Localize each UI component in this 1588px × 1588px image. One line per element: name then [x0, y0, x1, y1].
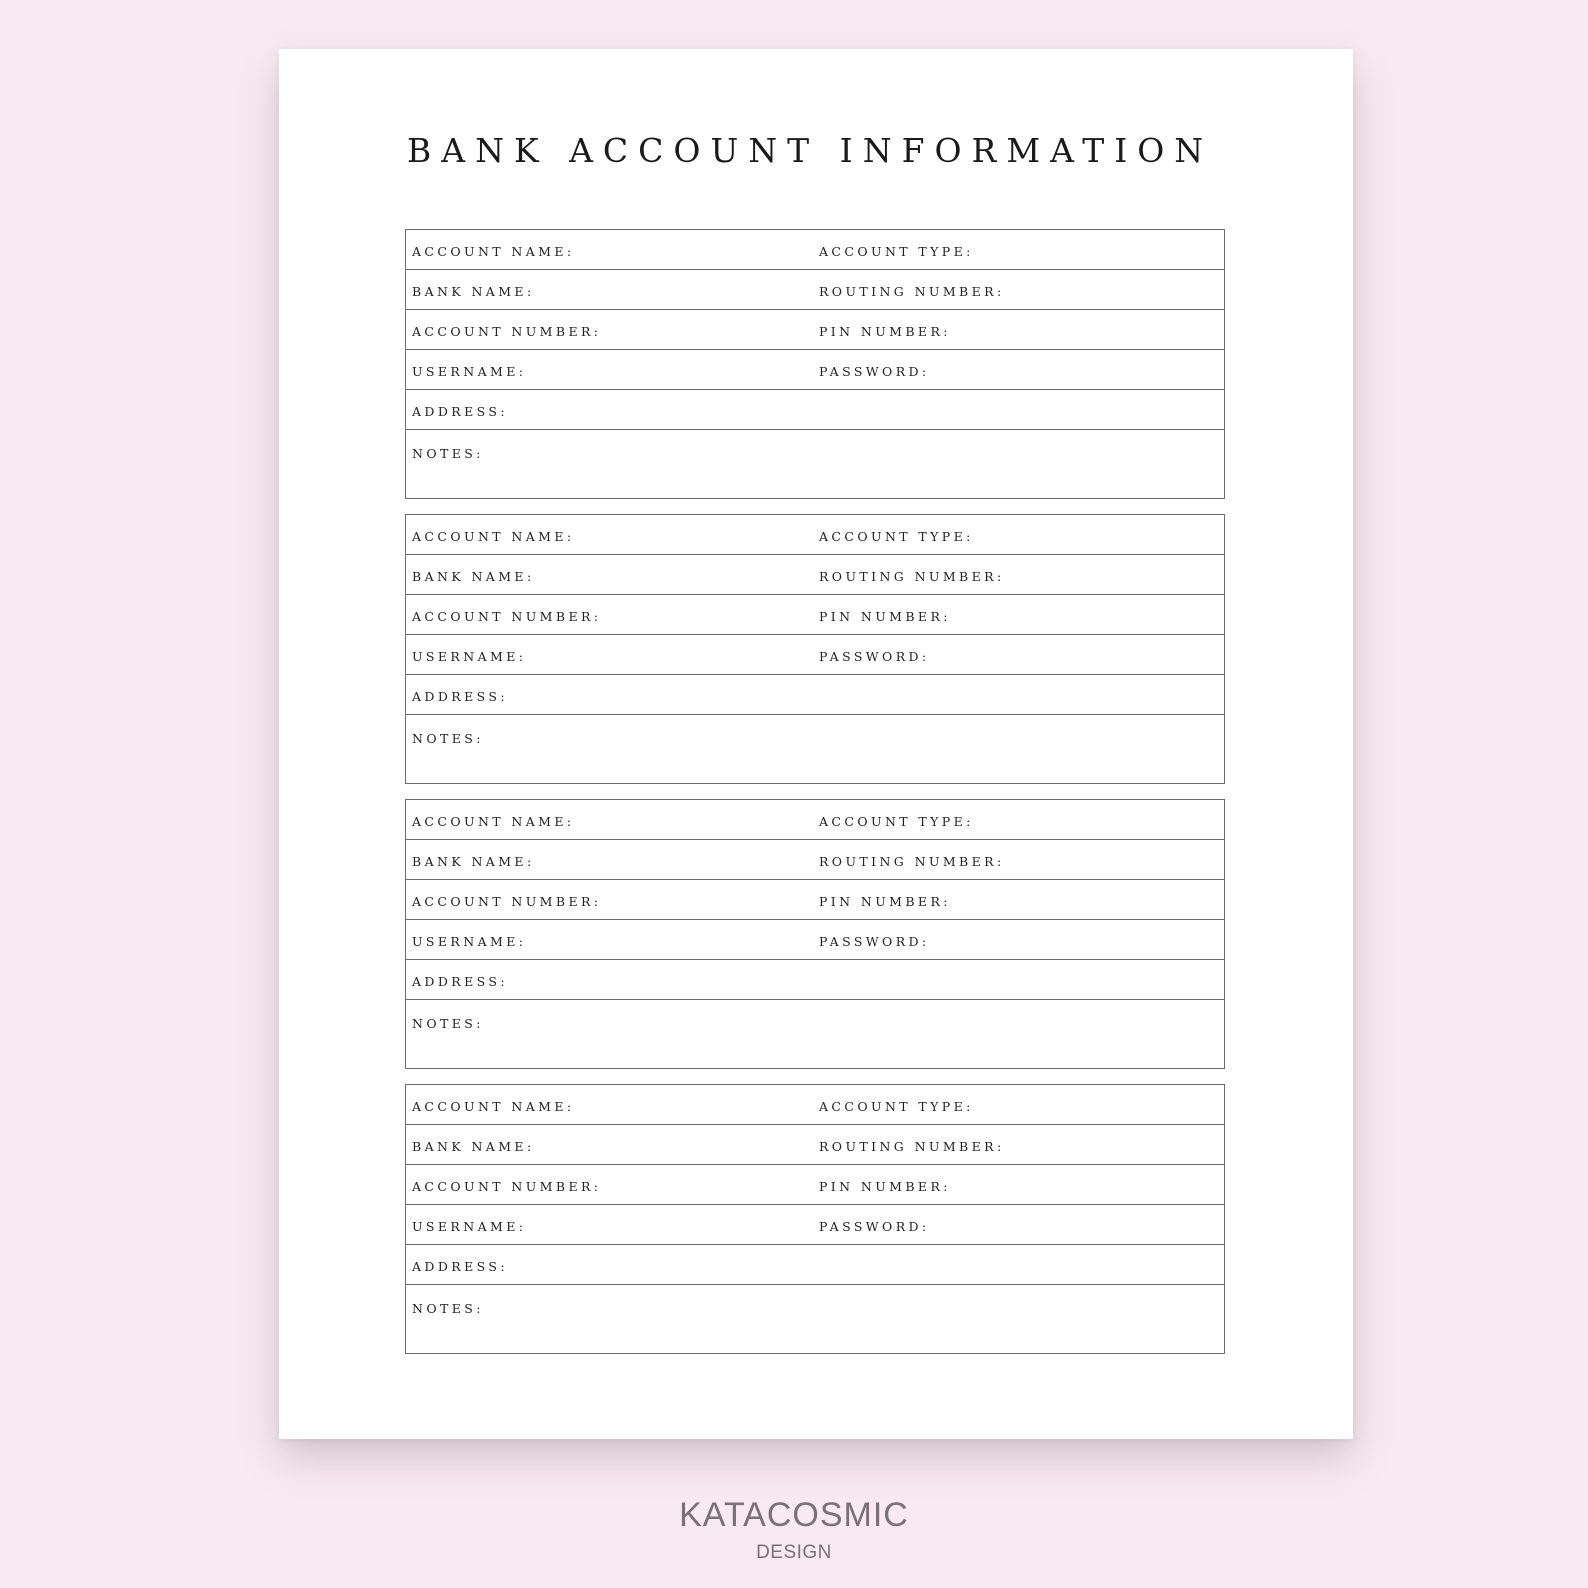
record-row — [406, 920, 1224, 960]
record-row — [406, 390, 1224, 430]
record-row — [406, 635, 1224, 675]
account-type-label: ACCOUNT TYPE: — [819, 244, 974, 259]
account-name-label: ACCOUNT NAME: — [412, 814, 575, 829]
account-number-label: ACCOUNT NUMBER: — [412, 1179, 602, 1194]
account-record-4 — [405, 1084, 1225, 1354]
record-row — [406, 230, 1224, 270]
address-label: ADDRESS: — [412, 1259, 508, 1274]
address-label: ADDRESS: — [412, 689, 508, 704]
page-title: BANK ACCOUNT INFORMATION — [407, 131, 1214, 170]
address-label: ADDRESS: — [412, 974, 508, 989]
account-name-label: ACCOUNT NAME: — [412, 1099, 575, 1114]
record-notes-row — [406, 1000, 1224, 1068]
record-row — [406, 1165, 1224, 1205]
notes-label: NOTES: — [412, 1301, 484, 1316]
notes-label: NOTES: — [412, 1016, 484, 1031]
record-row — [406, 1085, 1224, 1125]
password-label: PASSWORD: — [819, 1219, 930, 1234]
record-row — [406, 1245, 1224, 1285]
pin-number-label: PIN NUMBER: — [819, 324, 951, 339]
password-label: PASSWORD: — [819, 934, 930, 949]
record-row — [406, 595, 1224, 635]
account-type-label: ACCOUNT TYPE: — [819, 1099, 974, 1114]
account-number-label: ACCOUNT NUMBER: — [412, 894, 602, 909]
record-row — [406, 675, 1224, 715]
brand-logo-sub: DESIGN — [756, 1542, 832, 1563]
account-name-label: ACCOUNT NAME: — [412, 529, 575, 544]
record-row — [406, 515, 1224, 555]
account-number-label: ACCOUNT NUMBER: — [412, 609, 602, 624]
routing-number-label: ROUTING NUMBER: — [819, 1139, 1005, 1154]
username-label: USERNAME: — [412, 364, 527, 379]
notes-label: NOTES: — [412, 731, 484, 746]
password-label: PASSWORD: — [819, 649, 930, 664]
record-row — [406, 270, 1224, 310]
record-row — [406, 310, 1224, 350]
username-label: USERNAME: — [412, 934, 527, 949]
routing-number-label: ROUTING NUMBER: — [819, 854, 1005, 869]
record-row — [406, 350, 1224, 390]
bank-name-label: BANK NAME: — [412, 1139, 535, 1154]
password-label: PASSWORD: — [819, 364, 930, 379]
account-name-label: ACCOUNT NAME: — [412, 244, 575, 259]
record-notes-row — [406, 1285, 1224, 1353]
account-record-2 — [405, 514, 1225, 784]
account-record-1 — [405, 229, 1225, 499]
record-notes-row — [406, 430, 1224, 498]
address-label: ADDRESS: — [412, 404, 508, 419]
bank-name-label: BANK NAME: — [412, 569, 535, 584]
record-row — [406, 840, 1224, 880]
bank-name-label: BANK NAME: — [412, 284, 535, 299]
bank-name-label: BANK NAME: — [412, 854, 535, 869]
record-row — [406, 960, 1224, 1000]
account-type-label: ACCOUNT TYPE: — [819, 814, 974, 829]
account-number-label: ACCOUNT NUMBER: — [412, 324, 602, 339]
record-row — [406, 1125, 1224, 1165]
routing-number-label: ROUTING NUMBER: — [819, 569, 1005, 584]
notes-label: NOTES: — [412, 446, 484, 461]
pin-number-label: PIN NUMBER: — [819, 894, 951, 909]
username-label: USERNAME: — [412, 649, 527, 664]
pin-number-label: PIN NUMBER: — [819, 1179, 951, 1194]
record-notes-row — [406, 715, 1224, 783]
username-label: USERNAME: — [412, 1219, 527, 1234]
record-row — [406, 880, 1224, 920]
account-type-label: ACCOUNT TYPE: — [819, 529, 974, 544]
routing-number-label: ROUTING NUMBER: — [819, 284, 1005, 299]
record-row — [406, 800, 1224, 840]
account-record-3 — [405, 799, 1225, 1069]
printable-sheet — [279, 49, 1353, 1439]
record-row — [406, 1205, 1224, 1245]
brand-logo-name: KATACOSMIC — [679, 1496, 909, 1534]
record-row — [406, 555, 1224, 595]
pin-number-label: PIN NUMBER: — [819, 609, 951, 624]
